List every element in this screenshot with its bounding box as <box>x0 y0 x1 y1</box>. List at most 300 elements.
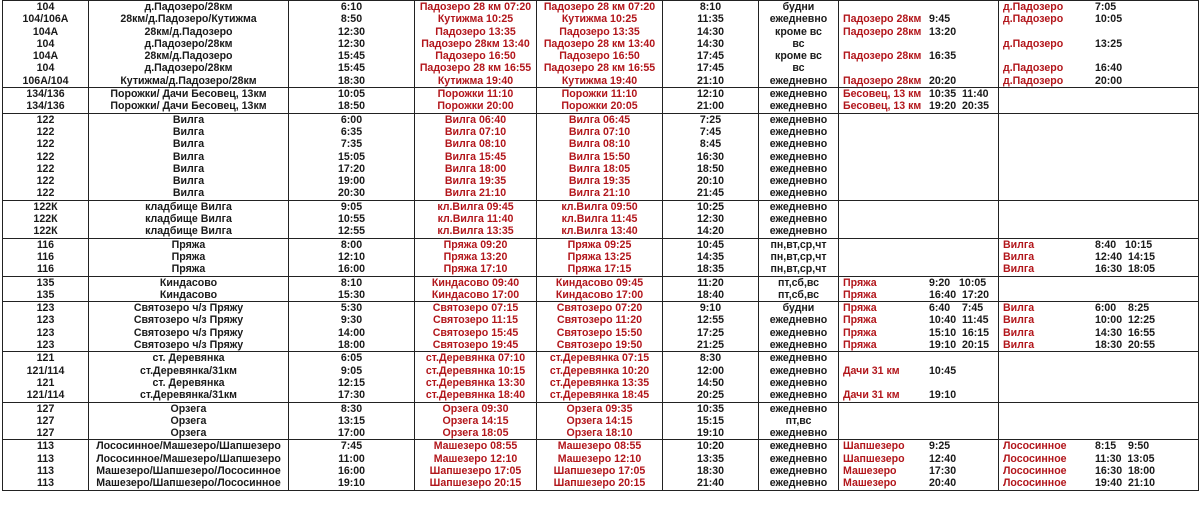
stop-name: Пряжа <box>843 339 877 352</box>
second-stop-cell <box>999 276 1199 289</box>
stop-name: Падозеро 28км <box>843 50 922 63</box>
return-departure-cell: Киндасово 17:00 <box>537 289 663 302</box>
return-arrival-cell: 20:10 <box>663 175 759 187</box>
intermediate-stop-cell <box>839 302 999 315</box>
stop-name: Шапшезеро <box>843 452 905 465</box>
route-number-cell: 122 <box>3 163 89 175</box>
stop-time: 13:25 <box>1095 37 1123 50</box>
route-number-cell: 122 <box>3 113 89 126</box>
arrival-point-cell: Святозеро 19:45 <box>415 339 537 352</box>
route-name-cell: Пряжа <box>89 263 289 276</box>
stop-time: 6:00 8:25 <box>1095 302 1150 315</box>
table-row <box>3 453 1199 465</box>
route-number-cell: 122 <box>3 138 89 150</box>
stop-name: Машезеро <box>843 464 897 477</box>
arrival-point-cell: Падозеро 13:35 <box>415 26 537 38</box>
table-row <box>3 1 1199 14</box>
arrival-point-cell: Вилга 06:40 <box>415 113 537 126</box>
route-number-cell: 123 <box>3 339 89 352</box>
route-number-cell: 127 <box>3 415 89 427</box>
return-departure-cell: Вилга 18:05 <box>537 163 663 175</box>
table-row <box>3 402 1199 415</box>
second-stop-cell <box>999 302 1199 315</box>
departure-time-cell: 8:50 <box>289 13 415 25</box>
days-cell: ежедневно <box>759 389 839 402</box>
stop-time: 10:40 11:45 <box>929 314 989 327</box>
route-name-cell: 28км/д.Падозеро <box>89 50 289 62</box>
departure-time-cell: 7:45 <box>289 440 415 453</box>
return-departure-cell: Вилга 21:10 <box>537 187 663 200</box>
departure-time-cell: 9:05 <box>289 365 415 377</box>
stop-time: 19:10 <box>929 389 957 402</box>
table-row <box>3 113 1199 126</box>
route-name-cell: Машезеро/Шапшезеро/Лососинное <box>89 465 289 477</box>
route-name-cell: Пряжа <box>89 251 289 263</box>
days-cell: ежедневно <box>759 377 839 389</box>
stop-time: 20:40 <box>929 477 957 490</box>
return-departure-cell: Вилга 15:50 <box>537 151 663 163</box>
stop-name: Лососинное <box>1003 464 1067 477</box>
arrival-point-cell: ст.Деревянка 07:10 <box>415 352 537 365</box>
table-row <box>3 251 1199 263</box>
stop-time: 20:20 <box>929 74 957 87</box>
route-number-cell: 116 <box>3 263 89 276</box>
arrival-point-cell: ст.Деревянка 18:40 <box>415 389 537 402</box>
route-number-cell: 113 <box>3 465 89 477</box>
return-departure-cell: Падозеро 28 км 13:40 <box>537 38 663 50</box>
intermediate-stop-cell <box>839 75 999 88</box>
return-arrival-cell: 18:35 <box>663 263 759 276</box>
route-number-cell: 123 <box>3 314 89 326</box>
table-row <box>3 276 1199 289</box>
route-number-cell: 122 <box>3 175 89 187</box>
second-stop-cell <box>999 389 1199 402</box>
return-departure-cell: Святозеро 11:20 <box>537 314 663 326</box>
route-name-cell: Святозеро ч/з Пряжу <box>89 314 289 326</box>
route-number-cell: 116 <box>3 251 89 263</box>
second-stop-cell <box>999 465 1199 477</box>
return-departure-cell: Падозеро 28 км 16:55 <box>537 62 663 74</box>
departure-time-cell: 6:10 <box>289 1 415 14</box>
table-row <box>3 314 1199 326</box>
return-departure-cell: Пряжа 13:25 <box>537 251 663 263</box>
arrival-point-cell: Киндасово 09:40 <box>415 276 537 289</box>
return-departure-cell: Порожки 11:10 <box>537 88 663 101</box>
days-cell: ежедневно <box>759 100 839 113</box>
route-name-cell: Святозеро ч/з Пряжу <box>89 339 289 352</box>
stop-name: Пряжа <box>843 326 877 339</box>
stop-name: Дачи 31 км <box>843 364 900 377</box>
return-departure-cell: Киндасово 09:45 <box>537 276 663 289</box>
second-stop-cell <box>999 238 1199 251</box>
return-departure-cell: Машезеро 12:10 <box>537 453 663 465</box>
stop-name: Бесовец, 13 км <box>843 100 922 113</box>
intermediate-stop-cell <box>839 327 999 339</box>
return-arrival-cell: 15:15 <box>663 415 759 427</box>
stop-time: 6:40 7:45 <box>929 302 984 315</box>
second-stop-cell <box>999 339 1199 352</box>
stop-name: Вилга <box>1003 250 1035 263</box>
stop-time: 18:30 20:55 <box>1095 339 1156 352</box>
days-cell: ежедневно <box>759 88 839 101</box>
return-departure-cell: Вилга 07:10 <box>537 126 663 138</box>
intermediate-stop-cell <box>839 126 999 138</box>
days-cell: ежедневно <box>759 339 839 352</box>
return-arrival-cell: 13:35 <box>663 453 759 465</box>
second-stop-cell <box>999 314 1199 326</box>
days-cell: ежедневно <box>759 126 839 138</box>
second-stop-cell <box>999 113 1199 126</box>
departure-time-cell: 10:55 <box>289 213 415 225</box>
departure-time-cell: 8:10 <box>289 276 415 289</box>
route-number-cell: 104/106А <box>3 13 89 25</box>
arrival-point-cell: Машезеро 08:55 <box>415 440 537 453</box>
second-stop-cell <box>999 75 1199 88</box>
return-departure-cell: Святозеро 15:50 <box>537 327 663 339</box>
table-row <box>3 339 1199 352</box>
route-name-cell: Вилга <box>89 163 289 175</box>
arrival-point-cell: Киндасово 17:00 <box>415 289 537 302</box>
table-row <box>3 200 1199 213</box>
stop-name: Пряжа <box>843 314 877 327</box>
arrival-point-cell: Святозеро 15:45 <box>415 327 537 339</box>
route-name-cell: ст.Деревянка/31км <box>89 365 289 377</box>
intermediate-stop-cell <box>839 100 999 113</box>
route-number-cell: 113 <box>3 453 89 465</box>
return-departure-cell: ст.Деревянка 18:45 <box>537 389 663 402</box>
route-number-cell: 106А/104 <box>3 75 89 88</box>
return-departure-cell: Пряжа 09:25 <box>537 238 663 251</box>
second-stop-cell <box>999 26 1199 38</box>
arrival-point-cell: ст.Деревянка 10:15 <box>415 365 537 377</box>
return-departure-cell: Орзега 18:10 <box>537 427 663 440</box>
arrival-point-cell: Падозеро 16:50 <box>415 50 537 62</box>
days-cell: ежедневно <box>759 402 839 415</box>
intermediate-stop-cell <box>839 465 999 477</box>
route-name-cell: Лососинное/Машезеро/Шапшезеро <box>89 440 289 453</box>
departure-time-cell: 15:45 <box>289 50 415 62</box>
return-arrival-cell: 12:55 <box>663 314 759 326</box>
intermediate-stop-cell <box>839 151 999 163</box>
intermediate-stop-cell <box>839 50 999 62</box>
route-name-cell: Орзега <box>89 415 289 427</box>
return-departure-cell: ст.Деревянка 10:20 <box>537 365 663 377</box>
return-departure-cell: Падозеро 16:50 <box>537 50 663 62</box>
table-row <box>3 175 1199 187</box>
stop-name: Падозеро 28км <box>843 74 922 87</box>
return-arrival-cell: 11:35 <box>663 13 759 25</box>
arrival-point-cell: Шапшезеро 20:15 <box>415 477 537 490</box>
departure-time-cell: 17:30 <box>289 389 415 402</box>
route-name-cell: Вилга <box>89 187 289 200</box>
departure-time-cell: 16:00 <box>289 465 415 477</box>
route-name-cell: Вилга <box>89 113 289 126</box>
second-stop-cell <box>999 1 1199 14</box>
second-stop-cell <box>999 427 1199 440</box>
second-stop-cell <box>999 62 1199 74</box>
table-row <box>3 187 1199 200</box>
route-name-cell: 28км/д.Падозеро <box>89 26 289 38</box>
arrival-point-cell: Вилга 07:10 <box>415 126 537 138</box>
arrival-point-cell: Пряжа 13:20 <box>415 251 537 263</box>
return-arrival-cell: 8:10 <box>663 1 759 14</box>
stop-time: 14:30 16:55 <box>1095 326 1156 339</box>
table-row <box>3 138 1199 150</box>
route-name-cell: Вилга <box>89 138 289 150</box>
return-arrival-cell: 12:10 <box>663 88 759 101</box>
intermediate-stop-cell <box>839 213 999 225</box>
return-departure-cell: Падозеро 28 км 07:20 <box>537 1 663 14</box>
days-cell: ежедневно <box>759 151 839 163</box>
second-stop-cell <box>999 200 1199 213</box>
intermediate-stop-cell <box>839 289 999 302</box>
return-arrival-cell: 12:00 <box>663 365 759 377</box>
return-departure-cell: Шапшезеро 20:15 <box>537 477 663 490</box>
arrival-point-cell: Орзега 09:30 <box>415 402 537 415</box>
stop-time: 16:40 17:20 <box>929 288 990 301</box>
table-row <box>3 225 1199 238</box>
stop-time: 10:45 <box>929 364 957 377</box>
second-stop-cell <box>999 138 1199 150</box>
return-arrival-cell: 20:25 <box>663 389 759 402</box>
route-number-cell: 122 <box>3 151 89 163</box>
table-row <box>3 289 1199 302</box>
stop-name: Вилга <box>1003 314 1035 327</box>
return-arrival-cell: 21:45 <box>663 187 759 200</box>
route-number-cell: 123 <box>3 302 89 315</box>
intermediate-stop-cell <box>839 352 999 365</box>
stop-time: 16:30 18:05 <box>1095 263 1156 276</box>
table-row <box>3 238 1199 251</box>
stop-time: 9:25 <box>929 440 951 453</box>
days-cell: пн,вт,ср,чт <box>759 251 839 263</box>
stop-name: Вилга <box>1003 238 1035 251</box>
route-name-cell: Порожки/ Дачи Бесовец, 13км <box>89 100 289 113</box>
return-arrival-cell: 18:50 <box>663 163 759 175</box>
table-row <box>3 50 1199 62</box>
second-stop-cell <box>999 100 1199 113</box>
second-stop-cell <box>999 225 1199 238</box>
departure-time-cell: 18:50 <box>289 100 415 113</box>
stop-time: 16:30 18:00 <box>1095 464 1156 477</box>
days-cell: ежедневно <box>759 75 839 88</box>
stop-time: 20:00 <box>1095 74 1123 87</box>
return-arrival-cell: 21:10 <box>663 75 759 88</box>
table-row <box>3 75 1199 88</box>
route-number-cell: 122К <box>3 213 89 225</box>
table-row <box>3 213 1199 225</box>
second-stop-cell <box>999 251 1199 263</box>
return-arrival-cell: 14:20 <box>663 225 759 238</box>
second-stop-cell <box>999 88 1199 101</box>
intermediate-stop-cell <box>839 138 999 150</box>
route-number-cell: 104 <box>3 62 89 74</box>
route-name-cell: Святозеро ч/з Пряжу <box>89 327 289 339</box>
stop-time: 19:40 21:10 <box>1095 477 1156 490</box>
table-row <box>3 151 1199 163</box>
intermediate-stop-cell <box>839 13 999 25</box>
departure-time-cell: 12:15 <box>289 377 415 389</box>
stop-time: 19:20 20:35 <box>929 100 990 113</box>
table-row <box>3 302 1199 315</box>
return-departure-cell: Машезеро 08:55 <box>537 440 663 453</box>
return-arrival-cell: 10:45 <box>663 238 759 251</box>
table-row <box>3 327 1199 339</box>
stop-time: 10:05 <box>1095 13 1123 26</box>
stop-name: Лососинное <box>1003 440 1067 453</box>
departure-time-cell: 6:35 <box>289 126 415 138</box>
route-number-cell: 122К <box>3 200 89 213</box>
return-arrival-cell: 19:10 <box>663 427 759 440</box>
route-name-cell: Пряжа <box>89 238 289 251</box>
arrival-point-cell: ст.Деревянка 13:30 <box>415 377 537 389</box>
return-departure-cell: Вилга 08:10 <box>537 138 663 150</box>
return-departure-cell: кл.Вилга 11:45 <box>537 213 663 225</box>
stop-time: 13:20 <box>929 25 957 38</box>
stop-name: Бесовец, 13 км <box>843 88 922 101</box>
stop-time: 16:35 <box>929 50 957 63</box>
arrival-point-cell: кл.Вилга 11:40 <box>415 213 537 225</box>
arrival-point-cell: Вилга 18:00 <box>415 163 537 175</box>
departure-time-cell: 18:00 <box>289 339 415 352</box>
return-departure-cell: ст.Деревянка 13:35 <box>537 377 663 389</box>
days-cell: будни <box>759 1 839 14</box>
return-departure-cell: Орзега 09:35 <box>537 402 663 415</box>
departure-time-cell: 5:30 <box>289 302 415 315</box>
intermediate-stop-cell <box>839 187 999 200</box>
bus-schedule-table <box>2 0 1199 491</box>
intermediate-stop-cell <box>839 200 999 213</box>
intermediate-stop-cell <box>839 62 999 74</box>
departure-time-cell: 15:05 <box>289 151 415 163</box>
departure-time-cell: 9:05 <box>289 200 415 213</box>
table-row <box>3 88 1199 101</box>
second-stop-cell <box>999 477 1199 490</box>
intermediate-stop-cell <box>839 339 999 352</box>
stop-time: 9:20 10:05 <box>929 276 987 289</box>
departure-time-cell: 19:00 <box>289 175 415 187</box>
second-stop-cell <box>999 187 1199 200</box>
days-cell: ежедневно <box>759 138 839 150</box>
stop-name: Дачи 31 км <box>843 389 900 402</box>
stop-time: 16:40 <box>1095 62 1123 75</box>
intermediate-stop-cell <box>839 427 999 440</box>
intermediate-stop-cell <box>839 88 999 101</box>
return-departure-cell: Шапшезеро 17:05 <box>537 465 663 477</box>
route-number-cell: 127 <box>3 427 89 440</box>
departure-time-cell: 7:35 <box>289 138 415 150</box>
route-name-cell: д.Падозеро/28км <box>89 1 289 14</box>
second-stop-cell <box>999 126 1199 138</box>
arrival-point-cell: кл.Вилга 13:35 <box>415 225 537 238</box>
intermediate-stop-cell <box>839 225 999 238</box>
table-row <box>3 163 1199 175</box>
days-cell: ежедневно <box>759 175 839 187</box>
return-arrival-cell: 7:25 <box>663 113 759 126</box>
departure-time-cell: 15:30 <box>289 289 415 302</box>
departure-time-cell: 10:05 <box>289 88 415 101</box>
second-stop-cell <box>999 175 1199 187</box>
return-departure-cell: Пряжа 17:15 <box>537 263 663 276</box>
arrival-point-cell: Машезеро 12:10 <box>415 453 537 465</box>
arrival-point-cell: Кутижма 10:25 <box>415 13 537 25</box>
route-number-cell: 134/136 <box>3 100 89 113</box>
departure-time-cell: 9:30 <box>289 314 415 326</box>
stop-time: 9:45 <box>929 13 951 26</box>
days-cell: ежедневно <box>759 113 839 126</box>
table-row <box>3 427 1199 440</box>
stop-name: Вилга <box>1003 326 1035 339</box>
intermediate-stop-cell <box>839 453 999 465</box>
stop-name: Лососинное <box>1003 477 1067 490</box>
return-departure-cell: ст.Деревянка 07:15 <box>537 352 663 365</box>
route-name-cell: кладбище Вилга <box>89 213 289 225</box>
days-cell: ежедневно <box>759 440 839 453</box>
departure-time-cell: 11:00 <box>289 453 415 465</box>
table-row <box>3 465 1199 477</box>
intermediate-stop-cell <box>839 276 999 289</box>
schedule-rows <box>3 1 1199 491</box>
return-departure-cell: Кутижма 10:25 <box>537 13 663 25</box>
table-row <box>3 13 1199 25</box>
departure-time-cell: 13:15 <box>289 415 415 427</box>
table-row <box>3 26 1199 38</box>
return-departure-cell: Святозеро 07:20 <box>537 302 663 315</box>
route-name-cell: Машезеро/Шапшезеро/Лососинное <box>89 477 289 490</box>
table-row <box>3 365 1199 377</box>
stop-time: 7:05 <box>1095 1 1117 13</box>
stop-name: д.Падозеро <box>1003 62 1064 75</box>
table-row <box>3 126 1199 138</box>
intermediate-stop-cell <box>839 440 999 453</box>
return-arrival-cell: 11:20 <box>663 276 759 289</box>
route-name-cell: ст. Деревянка <box>89 352 289 365</box>
return-departure-cell: Порожки 20:05 <box>537 100 663 113</box>
route-number-cell: 123 <box>3 327 89 339</box>
second-stop-cell <box>999 263 1199 276</box>
second-stop-cell <box>999 50 1199 62</box>
table-row <box>3 477 1199 490</box>
arrival-point-cell: кл.Вилга 09:45 <box>415 200 537 213</box>
stop-name: д.Падозеро <box>1003 74 1064 87</box>
route-name-cell: Лососинное/Машезеро/Шапшезеро <box>89 453 289 465</box>
second-stop-cell <box>999 163 1199 175</box>
second-stop-cell <box>999 440 1199 453</box>
return-departure-cell: Вилга 19:35 <box>537 175 663 187</box>
days-cell: вс <box>759 38 839 50</box>
departure-time-cell: 18:30 <box>289 75 415 88</box>
route-number-cell: 135 <box>3 276 89 289</box>
intermediate-stop-cell <box>839 238 999 251</box>
arrival-point-cell: Вилга 15:45 <box>415 151 537 163</box>
return-arrival-cell: 17:25 <box>663 327 759 339</box>
stop-time: 19:10 20:15 <box>929 339 990 352</box>
intermediate-stop-cell <box>839 377 999 389</box>
intermediate-stop-cell <box>839 263 999 276</box>
stop-time: 10:35 11:40 <box>929 88 989 101</box>
arrival-point-cell: Падозеро 28 км 16:55 <box>415 62 537 74</box>
days-cell: ежедневно <box>759 314 839 326</box>
intermediate-stop-cell <box>839 1 999 14</box>
second-stop-cell <box>999 377 1199 389</box>
return-arrival-cell: 18:30 <box>663 465 759 477</box>
intermediate-stop-cell <box>839 314 999 326</box>
stop-time: 12:40 14:15 <box>1095 250 1156 263</box>
route-number-cell: 122 <box>3 187 89 200</box>
second-stop-cell <box>999 213 1199 225</box>
departure-time-cell: 8:30 <box>289 402 415 415</box>
return-arrival-cell: 10:20 <box>663 440 759 453</box>
